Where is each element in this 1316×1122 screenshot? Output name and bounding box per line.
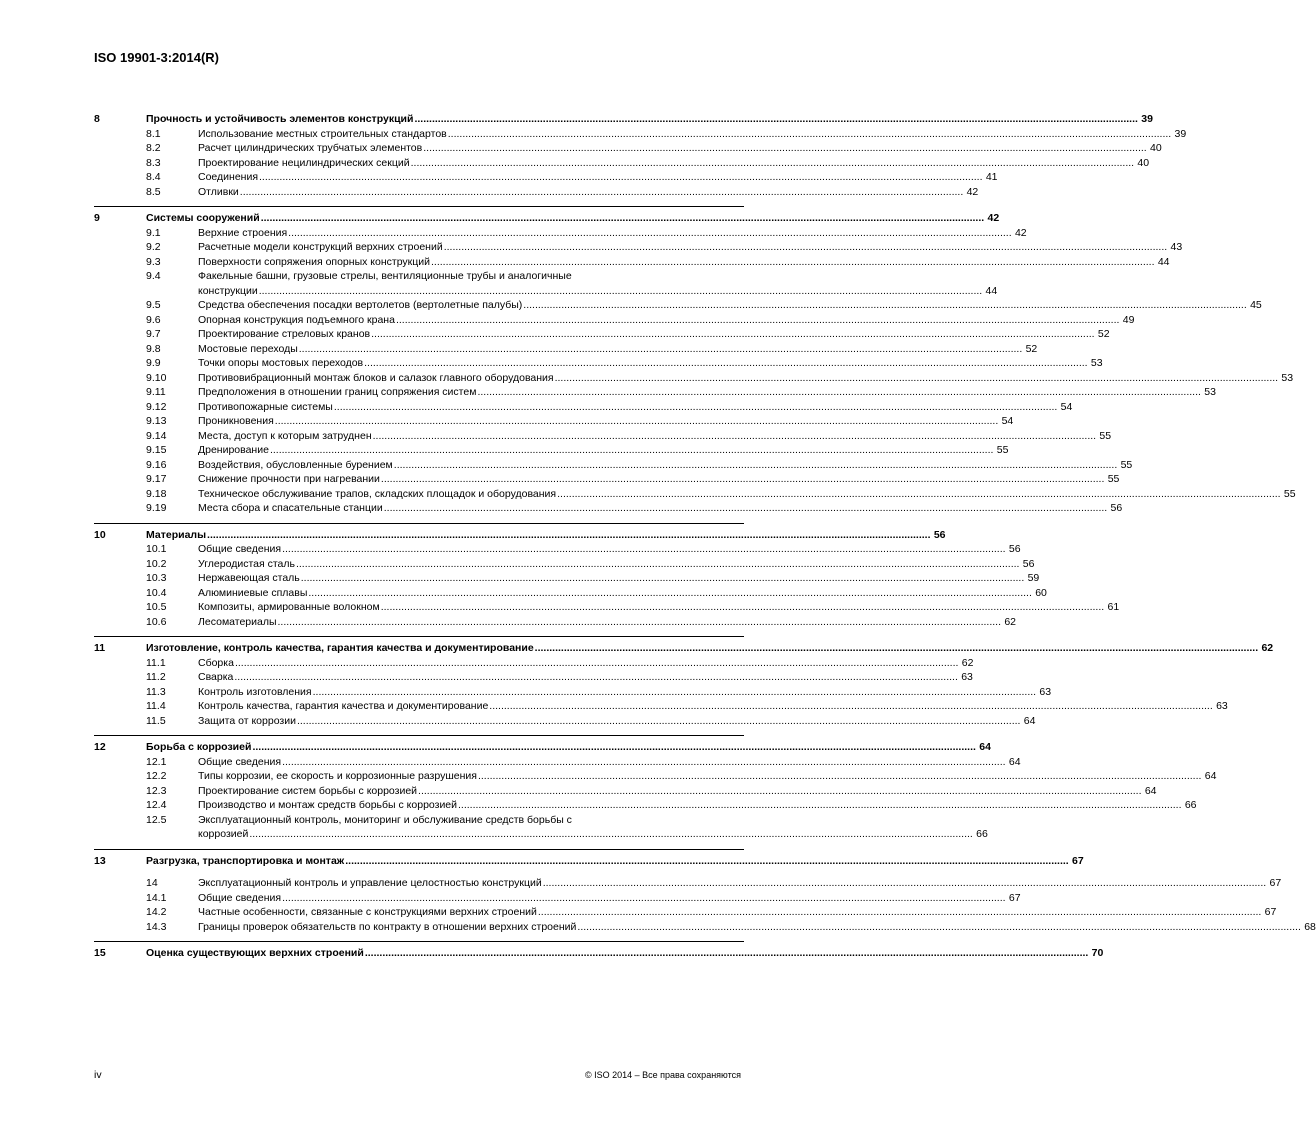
section-number: 12 [94,741,106,753]
subsection-title: Сварка [198,671,234,683]
page-ref: 68 [1304,920,1316,933]
page-ref: 44 [1157,255,1170,268]
toc-sub-entry[interactable] [94,226,1027,241]
toc-main-entry[interactable] [94,854,1084,869]
toc-sub-entry[interactable] [94,472,1120,487]
leader-dots [365,946,1088,961]
subsection-title: Проектирование нецилиндрических секций [198,156,410,169]
page-ref: 54 [1060,400,1073,413]
section-divider [94,523,744,524]
page-ref: 64 [1023,714,1036,727]
subsection-number: 10.1 [146,543,167,555]
section-title: Изготовление, контроль качества, гарантия качества и документирование [146,642,534,654]
subsection-number: 10.5 [146,601,167,613]
subsection-number: 9.5 [146,299,161,311]
toc-sub-entry[interactable] [94,356,1103,371]
page-ref: 62 [1261,642,1274,654]
leader-dots [282,891,1005,906]
toc-sub-entry[interactable] [94,685,1052,700]
toc-sub-entry[interactable] [94,656,974,671]
leader-dots [249,827,972,842]
leader-dots [477,385,1200,400]
document-header: ISO 19901-3:2014(R) [94,50,220,65]
subsection-title: Мостовые переходы [198,342,298,355]
toc-sub-entry[interactable] [94,571,1040,586]
leader-dots [458,798,1181,813]
page-ref: 39 [1174,127,1187,140]
subsection-number: 9.17 [146,473,167,485]
page-ref: 52 [1097,328,1110,340]
leader-dots [489,699,1212,714]
subsection-title: Соединения [198,171,259,183]
page-ref: 67 [1008,891,1021,904]
page-ref: 53 [1090,357,1103,369]
toc-sub-entry[interactable] [94,400,1073,415]
toc-sub-entry[interactable] [94,342,1038,357]
leader-dots [381,600,1104,615]
page-ref: 66 [976,828,988,840]
subsection-title: Нержавеющая сталь [198,572,300,584]
page-ref: 61 [1107,601,1120,613]
leader-dots [371,327,1094,342]
leader-dots [278,615,1001,630]
subsection-title: Частные особенности, связанные с конструкциями верхних строений [198,906,537,918]
table-of-contents [94,112,1316,968]
leader-dots [414,112,1137,127]
subsection-number: 9.2 [146,241,161,253]
page-ref: 55 [1120,458,1133,471]
subsection-title: Эксплуатационный контроль, мониторинг и обслуживание средств борьбы с [198,813,572,826]
leader-dots [301,571,1024,586]
toc-sub-entry[interactable] [94,615,1016,630]
leader-dots [282,542,1005,557]
section-title: Материалы [146,528,207,541]
subsection-title: Композиты, армированные волокном [198,601,380,613]
subsection-number: 11.2 [146,671,166,683]
page-ref: 55 [1099,429,1112,442]
subsection-title: Границы проверок обязательств по контракту в отношении верхних строений [198,920,577,933]
section-divider [94,849,744,850]
subsection-number: 9.18 [146,487,167,500]
page-ref: 49 [1122,313,1135,326]
page-ref: 55 [1107,473,1120,485]
leader-dots [207,528,930,543]
subsection-number: 8.4 [146,171,161,183]
subsection-number: 8.3 [146,156,161,169]
subsection-title: Техническое обслуживание трапов, складских площадок и оборудования [198,487,557,500]
subsection-number: 9.7 [146,328,161,340]
subsection-number: 9.13 [146,415,167,427]
toc-sub-entry[interactable] [94,240,1183,255]
subsection-title: Противовибрационный монтаж блоков и салазок главного оборудования [198,371,554,384]
page-ref: 66 [1184,799,1197,811]
leader-dots [384,501,1107,516]
toc-main-entry[interactable] [94,528,946,543]
subsection-number: 10.4 [146,586,167,599]
subsection-number: 11.5 [146,714,166,727]
subsection-number: 9.16 [146,458,167,471]
subsection-number: 10.3 [146,572,167,584]
leader-dots [523,298,1246,313]
leader-dots [478,769,1201,784]
subsection-title: Эксплуатационный контроль и управление целостностью конструкций [198,877,542,889]
subsection-number: 11.1 [146,656,166,669]
subsection-title: Снижение прочности при нагревании [198,473,380,485]
leader-dots [259,170,982,185]
subsection-title: Проникновения [198,415,274,427]
page-ref: 64 [1204,770,1217,782]
toc-sub-entry[interactable] [94,542,1021,557]
subsection-title-continued: коррозией [198,828,249,840]
leader-dots [444,240,1167,255]
subsection-title: Расчетные модели конструкций верхних строений [198,241,443,253]
subsection-number: 9.4 [146,270,161,282]
toc-sub-entry[interactable] [94,699,1228,714]
section-title: Прочность и устойчивость элементов конструкций [146,113,414,125]
section-number: 8 [94,113,100,125]
leader-dots [334,400,1057,415]
subsection-number: 8.2 [146,142,161,154]
page-ref: 41 [985,171,998,183]
subsection-number: 14.1 [146,891,167,904]
subsection-title: Расчет цилиндрических трубчатых элементов [198,142,423,154]
page-ref: 67 [1072,854,1084,867]
page-ref: 56 [1008,543,1021,555]
subsection-title: Места, доступ к которым затруднен [198,429,372,442]
leader-dots [543,876,1266,891]
toc-sub-entry[interactable] [94,714,1036,729]
page-ref: 60 [1035,586,1047,599]
page-ref: 56 [1022,557,1035,570]
page-ref: 45 [1250,299,1262,311]
toc-sub-entry[interactable] [94,127,1187,142]
subsection-title: Проектирование систем борьбы с коррозией [198,784,418,797]
toc-sub-entry[interactable] [94,487,1296,502]
leader-dots [308,586,1031,601]
toc-sub-entry[interactable] [94,443,1009,458]
section-number: 9 [94,212,100,224]
subsection-number: 12.2 [146,770,167,782]
subsection-number: 9.12 [146,400,167,413]
leader-dots [538,905,1261,920]
subsection-title: Сборка [198,656,234,669]
subsection-number: 9.3 [146,255,161,268]
subsection-number: 10.2 [146,557,167,570]
leader-dots [313,685,1036,700]
leader-dots [270,443,993,458]
page-ref: 70 [1091,947,1104,959]
section-number: 10 [94,528,106,541]
subsection-title: Точки опоры мостовых переходов [198,357,364,369]
subsection-title-continued: конструкции [198,284,258,297]
subsection-number: 14 [146,877,158,889]
leader-dots [394,458,1117,473]
page-ref: 64 [1008,755,1021,768]
subsection-title: Отливки [198,185,239,198]
toc-section [94,735,1217,842]
page-ref: 55 [1283,487,1296,500]
section-divider [94,206,744,207]
toc-sub-entry[interactable] [94,755,1021,770]
subsection-title: Воздействия, обусловленные бурением [198,458,393,471]
page-ref: 55 [996,444,1009,456]
subsection-number: 9.8 [146,342,161,355]
section-number: 15 [94,947,106,959]
toc-main-entry[interactable] [94,211,1000,226]
page-ref: 62 [1004,615,1016,628]
page-ref: 63 [961,671,973,683]
subsection-title: Поверхности сопряжения опорных конструкций [198,255,431,268]
section-number: 11 [94,642,106,654]
subsection-number: 11.4 [146,700,166,712]
toc-sub-entry[interactable] [94,327,1110,342]
toc-sub-entry[interactable] [94,501,1123,516]
toc-sub-entry[interactable] [94,371,1294,386]
subsection-title: Верхние строения [198,226,288,239]
leader-dots [297,714,1020,729]
page-ref: 42 [987,212,1000,224]
leader-dots [282,755,1005,770]
page-ref: 43 [1170,241,1183,253]
leader-dots [448,127,1171,142]
leader-dots [557,487,1280,502]
subsection-number: 12.4 [146,799,167,811]
subsection-number: 9.11 [146,386,166,398]
subsection-number: 8.5 [146,185,161,198]
subsection-title: Общие сведения [198,543,282,555]
toc-sub-entry[interactable] [94,298,1262,313]
subsection-number: 9.15 [146,444,167,456]
toc-sub-entry[interactable] [94,600,1120,615]
toc-main-entry[interactable] [94,946,1104,961]
subsection-title: Предположения в отношении границ сопряжения систем [198,386,477,398]
page-ref: 63 [1216,700,1228,712]
leader-dots [423,141,1146,156]
toc-sub-entry[interactable] [94,458,1133,473]
toc-sub-entry[interactable] [94,170,998,185]
toc-sub-entry[interactable] [94,891,1021,906]
toc-sub-entry[interactable] [94,784,1157,799]
subsection-title: Проектирование стреловых кранов [198,328,371,340]
leader-dots [240,185,963,200]
toc-sub-entry[interactable] [94,429,1112,444]
toc-sub-entry[interactable] [94,185,979,200]
leader-dots [252,740,975,755]
toc-main-entry[interactable] [94,112,1153,127]
subsection-title: Контроль качества, гарантия качества и документирование [198,700,489,712]
subsection-title: Контроль изготовления [198,685,312,698]
page-ref: 53 [1204,386,1216,398]
toc-sub-entry[interactable] [94,385,1216,400]
page-ref: 40 [1137,156,1150,169]
subsection-title: Лесоматериалы [198,615,277,628]
page-ref: 42 [966,185,979,198]
toc-section [94,941,1104,961]
page-ref: 52 [1025,342,1038,355]
toc-sub-entry[interactable] [94,813,988,842]
toc-sub-entry[interactable] [94,670,973,685]
toc-sub-entry[interactable] [94,414,1014,429]
subsection-number: 14.3 [146,920,167,933]
toc-sub-entry[interactable] [94,905,1277,920]
page-ref: 64 [1144,784,1157,797]
subsection-number: 10.6 [146,615,167,628]
section-number: 13 [94,854,106,867]
section-title: Борьба с коррозией [146,741,252,753]
section-title: Системы сооружений [146,212,260,224]
section-title: Оценка существующих верхних строений [146,947,364,959]
toc-section [94,636,1274,728]
page-ref: 42 [1014,226,1027,239]
toc-sub-entry[interactable] [94,876,1282,891]
subsection-number: 8.1 [146,127,161,140]
toc-section [94,112,1187,199]
toc-sub-entry[interactable] [94,557,1035,572]
subsection-title: Защита от коррозии [198,714,296,727]
subsection-title: Противопожарные системы [198,400,333,413]
page-ref: 62 [961,656,974,669]
toc-section [94,206,1296,516]
subsection-title: Производство и монтаж средств борьбы с коррозией [198,799,458,811]
leader-dots [535,641,1258,656]
subsection-number: 9.1 [146,226,161,239]
subsection-number: 12.1 [146,755,167,768]
toc-main-entry[interactable] [94,740,991,755]
copyright-notice: © ISO 2014 – Все права сохраняются [584,1070,741,1080]
page-ref: 56 [1110,502,1123,514]
subsection-number: 9.9 [146,357,161,369]
leader-dots [259,284,982,299]
leader-dots [411,156,1134,171]
toc-sub-entry[interactable] [94,156,1150,171]
subsection-title: Углеродистая сталь [198,557,295,570]
toc-sub-entry[interactable] [94,313,1135,328]
leader-dots [296,557,1019,572]
subsection-title: Опорная конструкция подъемного крана [198,313,395,326]
subsection-title: Средства обеспечения посадки вертолетов (вертолетные палубы) [198,299,523,311]
toc-section [94,849,1316,935]
toc-sub-entry[interactable] [94,920,1316,935]
toc-sub-entry[interactable] [94,798,1197,813]
page-ref: 67 [1269,877,1282,889]
subsection-number: 9.19 [146,502,167,514]
section-divider [94,636,744,637]
leader-dots [418,784,1141,799]
subsection-number: 12.5 [146,813,167,826]
page-ref: 44 [985,284,998,297]
leader-dots [373,429,1096,444]
section-divider [94,735,744,736]
page-ref: 59 [1027,572,1040,584]
section-divider [94,941,744,942]
page-ref: 56 [933,528,946,541]
subsection-number: 14.2 [146,906,167,918]
leader-dots [299,342,1022,357]
subsection-number: 9.6 [146,313,161,326]
subsection-number: 9.14 [146,429,167,442]
section-title: Разгрузка, транспортировка и монтаж [146,854,345,867]
page-ref: 64 [979,741,991,753]
leader-dots [431,255,1154,270]
toc-main-entry[interactable] [94,641,1274,656]
leader-dots [555,371,1278,386]
subsection-title: Типы коррозии, ее скорость и коррозионные разрушения [198,770,477,782]
subsection-number: 11.3 [146,685,166,698]
page-number: iv [94,1069,102,1081]
toc-sub-entry[interactable] [94,769,1217,784]
page-ref: 53 [1281,371,1294,384]
leader-dots [381,472,1104,487]
subsection-number: 12.3 [146,784,167,797]
page-ref: 67 [1264,906,1277,918]
page-ref: 63 [1039,685,1052,698]
leader-dots [288,226,1011,241]
subsection-title: Использование местных строительных стандартов [198,127,447,140]
page-ref: 39 [1141,113,1153,125]
leader-dots [364,356,1087,371]
subsection-title: Алюминиевые сплавы [198,586,308,599]
page-ref: 40 [1150,142,1162,154]
page-ref: 54 [1001,415,1014,427]
leader-dots [234,670,957,685]
toc-sub-entry[interactable] [94,586,1047,601]
toc-sub-entry[interactable] [94,141,1162,156]
leader-dots [345,854,1068,869]
subsection-title: Общие сведения [198,891,282,904]
leader-dots [396,313,1119,328]
subsection-title: Общие сведения [198,755,282,768]
toc-section [94,523,1120,630]
toc-sub-entry[interactable] [94,255,1170,270]
subsection-number: 9.10 [146,371,167,384]
subsection-title: Дренирование [198,444,269,456]
leader-dots [261,211,984,226]
subsection-title: Факельные башни, грузовые стрелы, вентиляционные трубы и аналогичные [198,270,572,282]
subsection-title: Места сбора и спасательные станции [198,502,383,514]
leader-dots [275,414,998,429]
toc-sub-entry[interactable] [94,269,998,298]
leader-dots [577,920,1300,935]
leader-dots [235,656,958,671]
